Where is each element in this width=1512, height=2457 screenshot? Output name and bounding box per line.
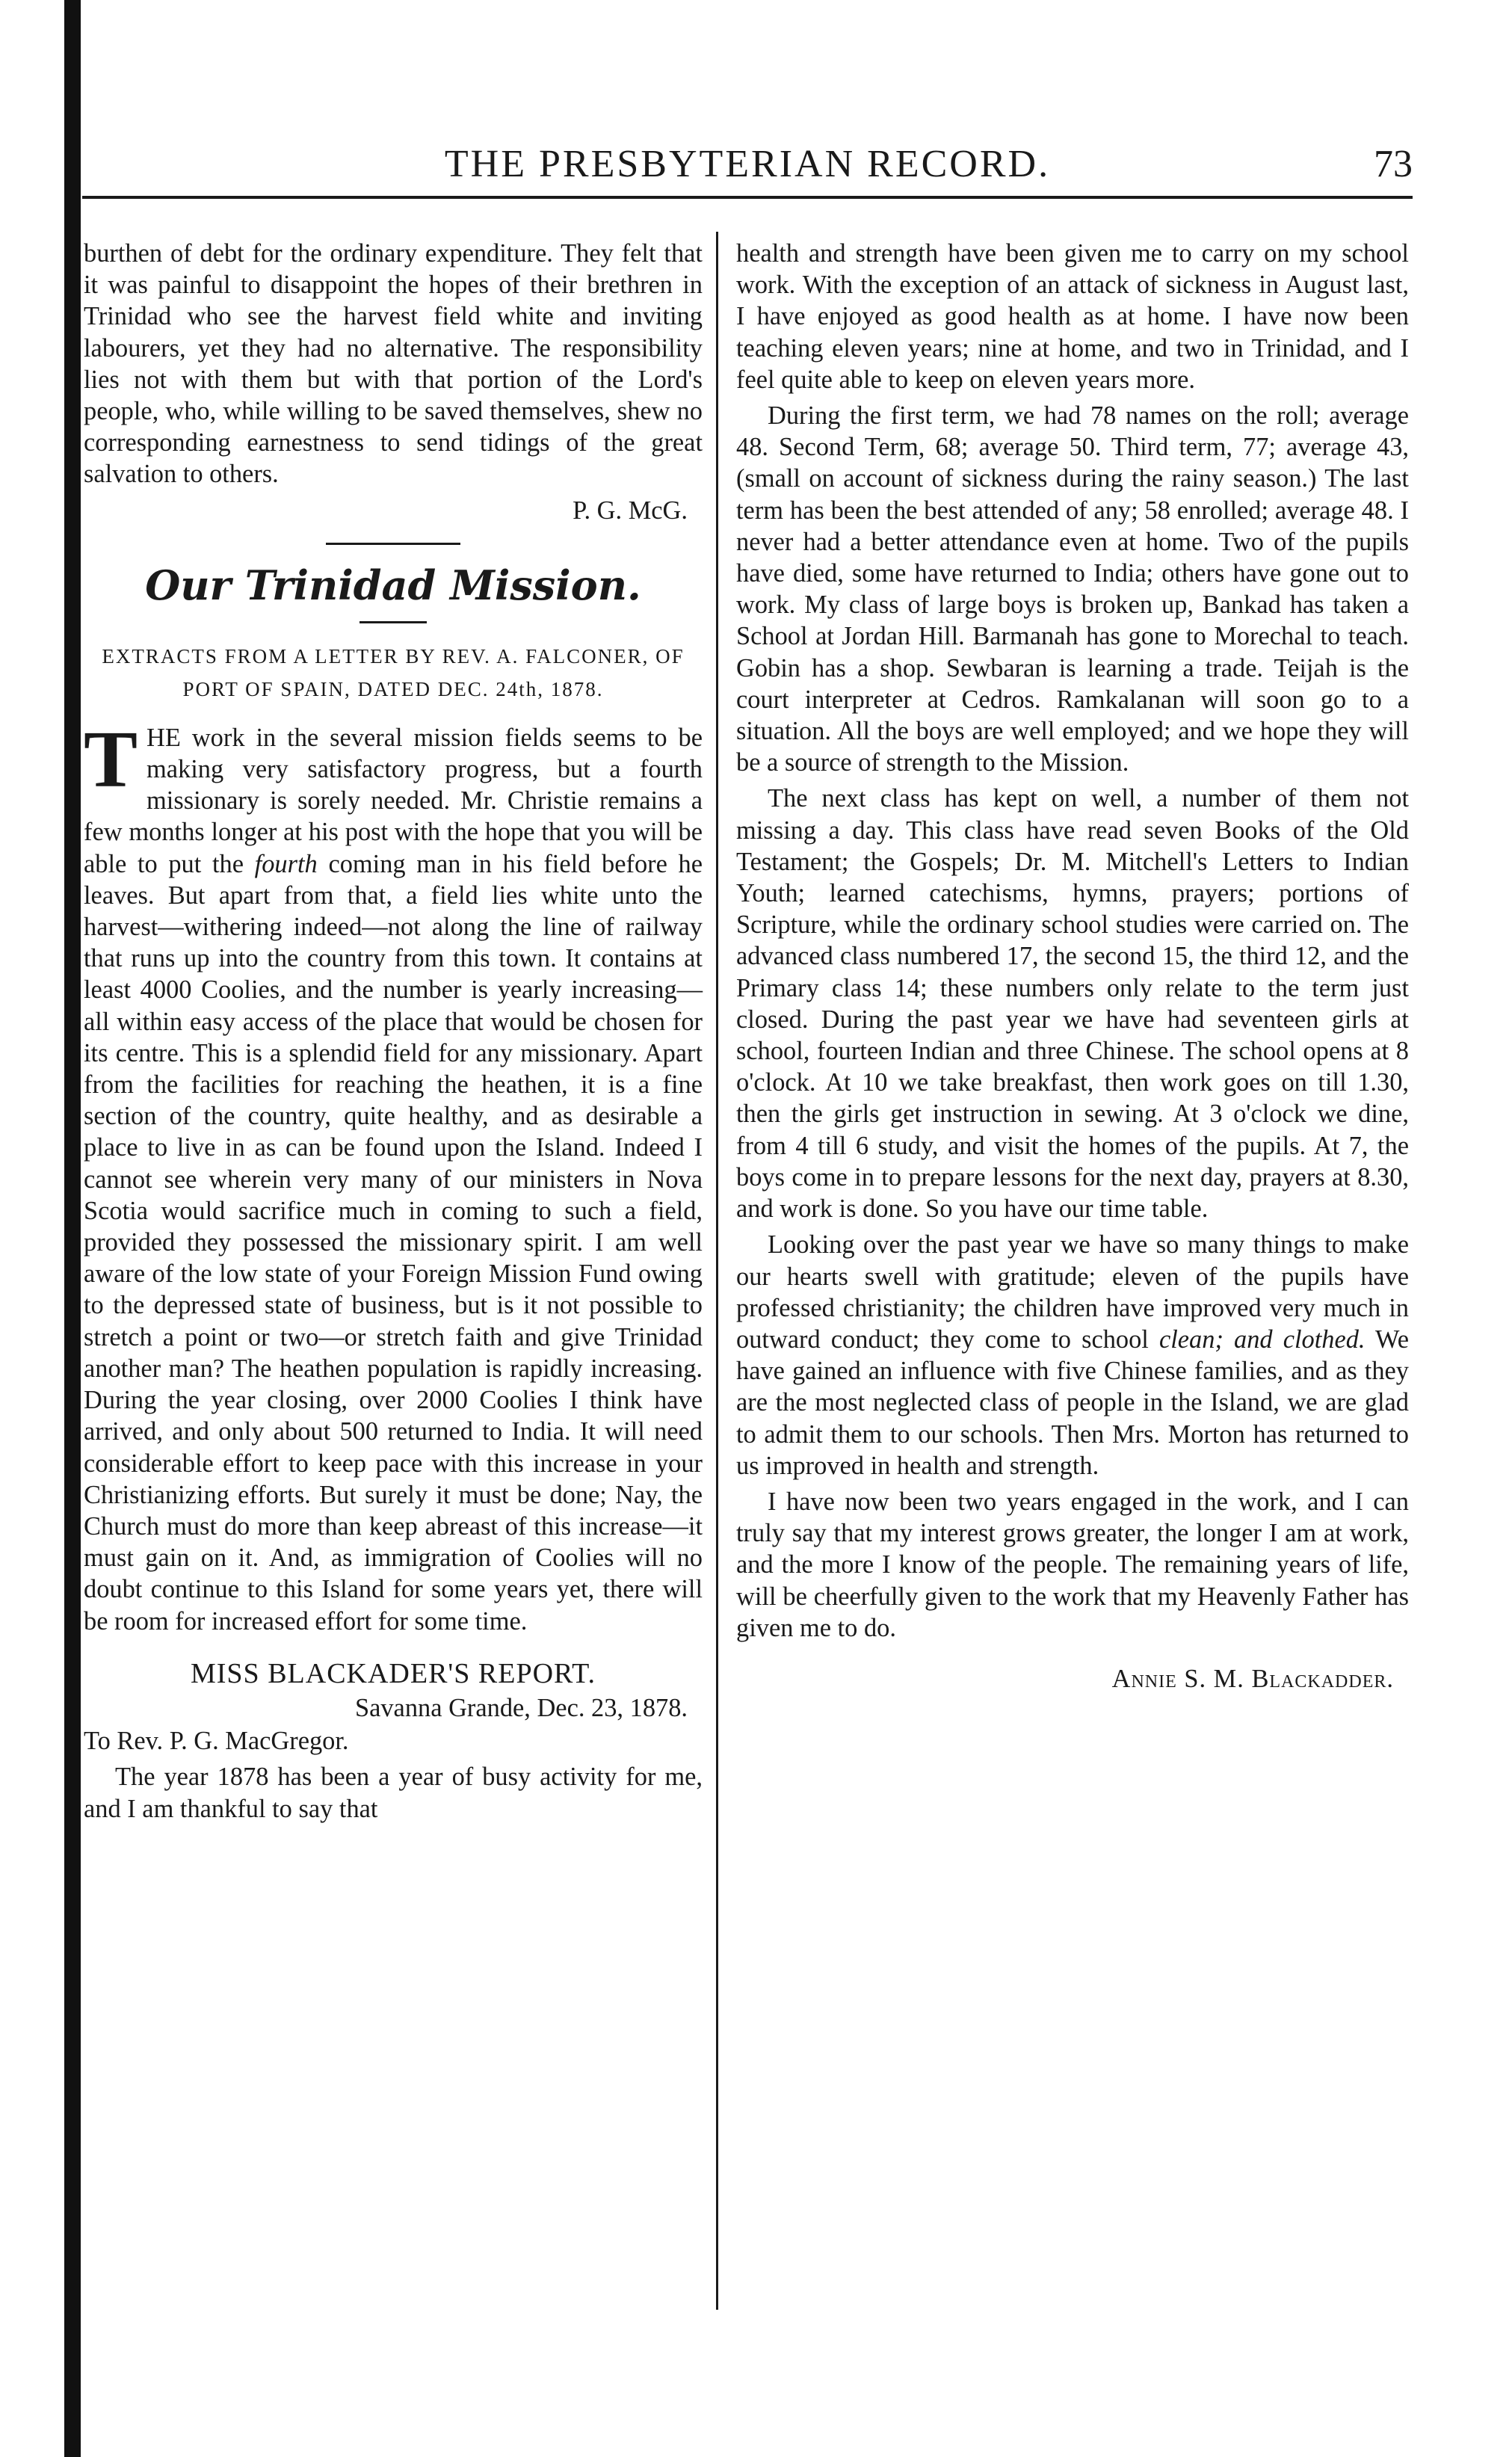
running-head: [82, 142, 1413, 194]
paragraph: During the first term, we had 78 names on the roll; average 48. Second Term, 68; average 50. Third term, 77; average 43, (small on account of sickness during the rainy season.) The last term has been the best attended of any; 58 enrolled; average 48. I never had a better attendance even at home. Two of the pupils have died, some have returned to India; others have gone out to work. My class of large boys is broken up, Bankad has taken a School at Jordan Hill. Barmanah has gone to Morechal to teach. Gobin has a shop. Sewbaran is learning a trade. Teijah is the court interpreter at Cedros. Ramkalanan will soon go to a situation. All the boys are well employed; and we hope they will be a source of strength to the Mission.: [736, 401, 1409, 777]
report-dateline: Savanna Grande, Dec. 23, 1878.: [354, 1693, 688, 1722]
report-salutation: To Rev. P. G. MacGregor.: [84, 1727, 349, 1756]
section-rule: [326, 543, 460, 545]
section-rule-small: [360, 621, 427, 623]
page-title: THE PRESBYTERIAN RECORD.: [444, 143, 1051, 185]
binding-edge: [64, 0, 81, 2457]
signature: Annie S. M. Blackadder.: [1111, 1664, 1394, 1693]
emphasis: fourth: [254, 849, 318, 878]
letter-subheading: EXTRACTS FROM A LETTER BY REV. A. FALCONER, OF PORT OF SPAIN, DATED DEC. 24th, 1878.: [102, 644, 685, 700]
initials-signature: P. G. McG.: [573, 496, 688, 525]
header-rule: [82, 196, 1413, 199]
drop-cap: T: [84, 715, 138, 804]
paragraph: burthen of debt for the ordinary expenditure. They felt that it was painful to disappoint the hopes of their brethren in Trinidad who see the harvest field white and inviting labourers, yet they had no alternative. The responsibility lies not with them but with that portion of the Lord's people, who, while willing to be saved themselves, shew no corresponding earnestness to send tidings of the great salvation to others.: [84, 239, 703, 489]
paragraph: The year 1878 has been a year of busy activity for me, and I am thankful to say that: [84, 1763, 703, 1823]
report-title: MISS BLACKADER'S REPORT.: [190, 1657, 596, 1689]
column-divider: [716, 232, 718, 2310]
paragraph: Looking over the past year we have so many things to make our hearts swell with gratitude; eleven of the pupils have professed christianity; the children have improved very much in outward conduct; they come to school clean; and clothed. We have gained an influence with five Chinese families, and as they are the most neglected class of people in the Island, we are glad to admit them to our schools. Then Mrs. Morton has returned to us improved in health and strength.: [736, 1230, 1409, 1480]
paragraph: The next class has kept on well, a number of them not missing a day. This class have read seven Books of the Old Testament; the Gospels; Dr. M. Mitchell's Letters to Indian Youth; learned catechisms, hymns, prayers; portions of Scripture, while the ordinary school studies were carried on. The advanced class numbered 17, the second 15, the third 12, and the Primary class 14; these numbers only relate to the term just closed. During the past year we have had seventeen girls at school, fourteen Indian and three Chinese. The school opens at 8 o'clock. At 10 we take breakfast, then work goes on till 1.30, then the girls get instruction in sewing. At 3 o'clock we dine, from 4 till 6 study, and visit the homes of the pupils. At 7, the boys come in to prepare lessons for the next day, prayers at 8.30, and work is done. So you have our time table.: [736, 784, 1409, 1224]
left-column: [84, 238, 703, 1829]
emphasis: clean; and clothed.: [1158, 1325, 1366, 1354]
paragraph: health and strength have been given me to carry on my school work. With the exception of an attack of sickness in August last, I have enjoyed as good health as at home. I have now been teaching eleven years; nine at home, and two in Trinidad, and I feel quite able to keep on eleven years more.: [736, 239, 1409, 394]
right-column: [736, 238, 1409, 1699]
section-title: Our Trinidad Mission.: [145, 561, 641, 609]
paragraph: I have now been two years engaged in the work, and I can truly say that my interest grows greater, the longer I am at work, and the more I know of the people. The remaining years of life, will be cheerfully given to the work that my Heavenly Father has given me to do.: [736, 1487, 1409, 1642]
letter-paragraph: THE work in the several mission fields seems to be making very satisfactory progress, but a fourth missionary is sorely needed. Mr. Christie remains a few months longer at his post with the hope that you will be able to put the fourth coming man in his field before he leaves. But apart from that, a field lies white unto the harvest—withering indeed—not along the line of railway that runs up into the country from this town. It contains at least 4000 Coolies, and the number is yearly increasing—all within easy access of the place that would be chosen for its centre. This is a splendid field for any missionary. Apart from the facilities for reaching the heathen, it is a fine section of the country, quite healthy, and as desirable a place to live in as can be found upon the Island. Indeed I cannot see wherein very many of our ministers in Nova Scotia would sacrifice much in coming to such a field, provided they possessed the missionary spirit. I am well aware of the low state of your Foreign Mission Fund owing to the depressed state of business, but is it not possible to stretch a point or two—or stretch faith and give Trinidad another man? The heathen population is rapidly increasing. During the year closing, over 2000 Coolies I think have arrived, and only about 500 returned to India. It will need considerable effort to keep pace with this increase in your Christianizing efforts. But surely it must be done; Nay, the Church must do more than keep abreast of this increase—it must gain on it. And, as immigration of Coolies will no doubt continue to this Island for some years yet, there will be room for increased effort for some time.: [84, 715, 703, 1636]
page-number: 73: [1374, 143, 1413, 185]
